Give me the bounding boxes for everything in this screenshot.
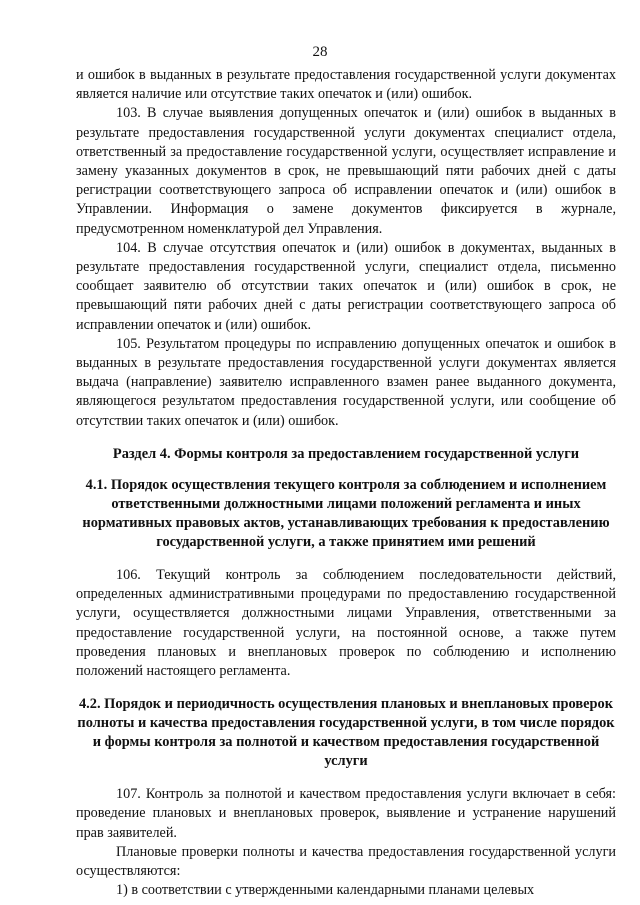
- paragraph-105: 105. Результатом процедуры по исправлению допущенных опечаток и ошибок в выданных в результате предоставления государственной услуги документах является выдача (направление) заявителю исправленного взамен ранее выданного документа, являющегося результатом предоставления государственной услуги, или сообщение об отсутствии таких опечаток и (или) ошибок.: [76, 335, 616, 429]
- paragraph-planned-checks: Плановые проверки полноты и качества предоставления государственной услуги осуществляются:: [76, 843, 616, 880]
- paragraph-104: 104. В случае отсутствия опечаток и (или) ошибок в документах, выданных в результате предоставления государственной услуги, специалист отдела, письменно сообщает заявителю об отсутствии таких опечаток и (или) ошибок в срок, не превышающий пяти рабочих дней с даты регистрации соответствующего запроса об исправлении опечаток и (или) ошибок.: [76, 239, 616, 333]
- paragraph-continuation: и ошибок в выданных в результате предоставления государственной услуги документах является наличие или отсутствие таких опечаток и (или) ошибок.: [76, 67, 616, 103]
- subsection-4-1-heading: 4.1. Порядок осуществления текущего контроля за соблюдением и исполнением ответственными должностными лицами положений регламента и иных нормативных правовых актов, устанавливающих требования к предоставлению государственной услуги, а также принятием ими решений: [82, 477, 610, 551]
- list-item-1: 1) в соответствии с утвержденными календарными планами целевых: [116, 882, 535, 899]
- document-body: [76, 66, 616, 901]
- paragraph-107: 107. Контроль за полнотой и качеством предоставления услуги включает в себя: проведение плановых и внеплановых проверок, выявление и устранение нарушений прав заявителей.: [76, 786, 616, 841]
- section-4-heading: Раздел 4. Формы контроля за предоставлением государственной услуги: [112, 445, 580, 462]
- paragraph-106: 106. Текущий контроль за соблюдением последовательности действий, определенных административными процедурами по предоставлению государственной услуги, осуществляется должностными лицами Управления, ответственными за предоставление государственной услуги, на постоянной основе, а также путем проведения плановых и внеплановых проверок по соблюдению и исполнению положений настоящего регламента.: [76, 567, 616, 680]
- subsection-4-2-heading: 4.2. Порядок и периодичность осуществления плановых и внеплановых проверок полноты и качества предоставления государственной услуги, в том числе порядок и формы контроля за полнотой и качеством предоставления государственной услуги: [77, 696, 615, 770]
- paragraph-103: 103. В случае выявления допущенных опечаток и (или) ошибок в выданных в результате предоставления государственной услуги документах специалист отдела, ответственный за предоставление государственной услуги, осуществляет исправление и замену указанных документов в срок, не превышающий пяти рабочих дней с даты регистрации соответствующего запроса об исправлении опечаток и (или) ошибок в Управлении. Информация о замене документов фиксируется в журнале, предусмотренном номенклатурой дел Управления.: [76, 105, 616, 237]
- page-number: 28: [312, 44, 328, 60]
